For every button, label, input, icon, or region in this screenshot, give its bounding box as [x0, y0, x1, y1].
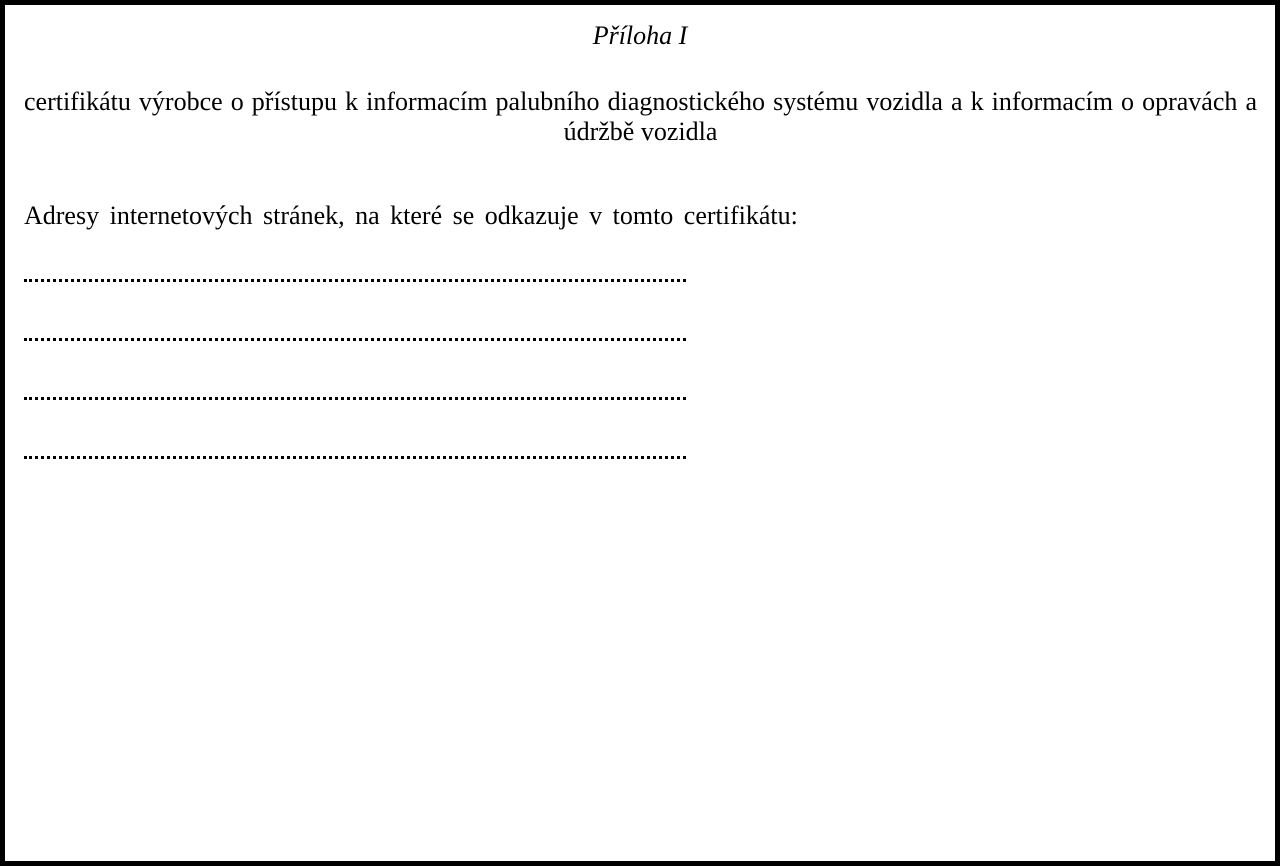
annex-title: Příloha I	[592, 21, 688, 50]
address-lines-list	[24, 267, 686, 503]
address-line-3	[24, 385, 686, 444]
certificate-subtitle: certifikátu výrobce o přístupu k informacím palubního diagnostického systému vozidla a k informacím o opravách a údržbě vozidla	[24, 87, 1257, 146]
address-line-1	[24, 267, 686, 326]
address-line-2	[24, 326, 686, 385]
website-addresses-label: Adresy internetových stránek, na které se odkazuje v tomto certifikátu:	[24, 201, 798, 230]
address-line-4	[24, 444, 686, 503]
